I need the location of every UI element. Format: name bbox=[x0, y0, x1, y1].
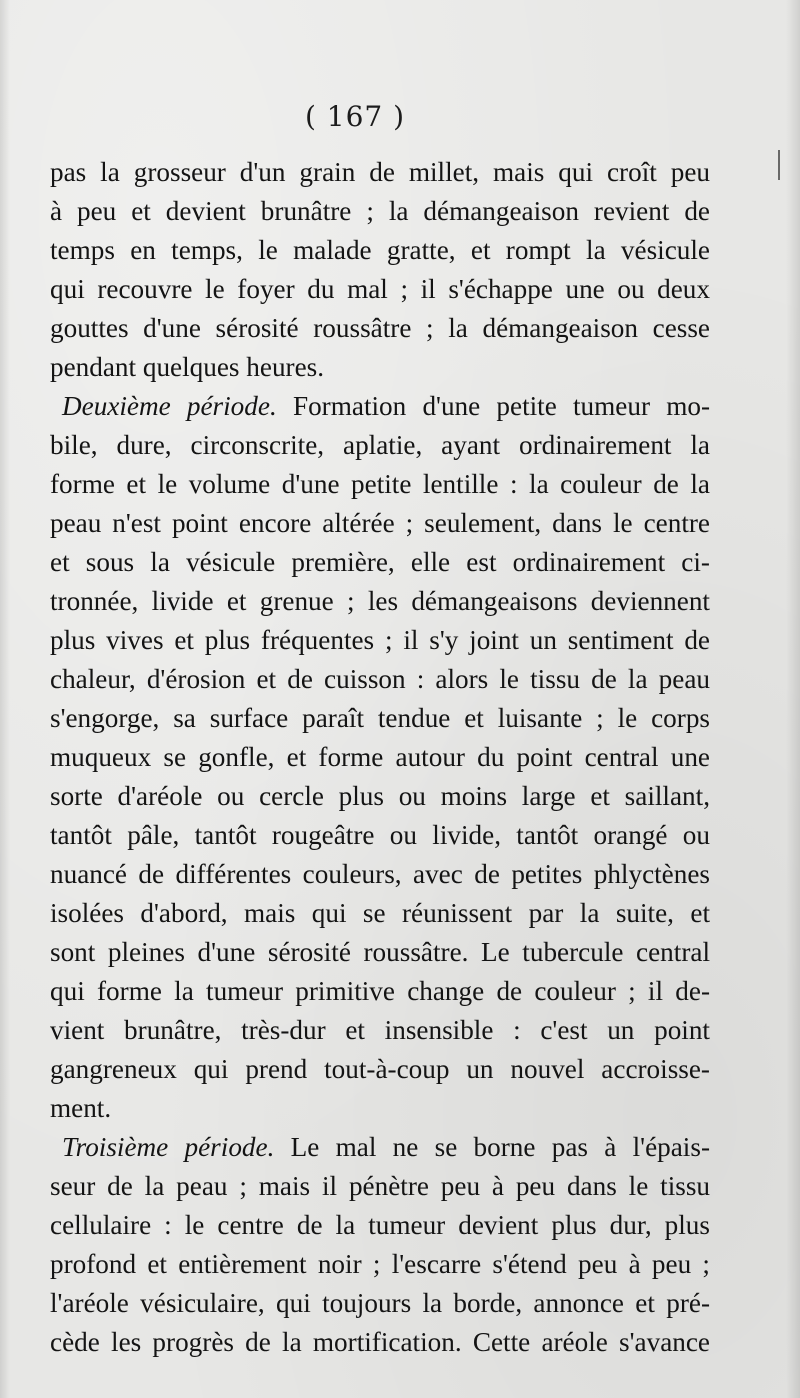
paragraph-2 bbox=[50, 387, 710, 1128]
text-line: isolées d'abord, mais qui se réunissent par la suite, et bbox=[50, 898, 710, 928]
text-line: qui forme la tumeur primitive change de couleur ; il de- bbox=[50, 976, 710, 1006]
text-line: l'aréole vésiculaire, qui toujours la borde, annonce et pré- bbox=[50, 1288, 710, 1318]
text-line: peau n'est point encore altérée ; seulement, dans le centre bbox=[50, 508, 710, 538]
paragraph-first-line bbox=[50, 387, 710, 426]
text-line-rest: Le mal ne se borne pas à l'épais- bbox=[290, 1132, 710, 1162]
text-line: cède les progrès de la mortification. Cette aréole s'avance bbox=[50, 1327, 710, 1357]
page-edge-shadow-left bbox=[0, 0, 10, 1398]
text-line: tronnée, livide et grenue ; les démangeaisons deviennent bbox=[50, 586, 710, 616]
text-line: profond et entièrement noir ; l'escarre s'étend peu à peu ; bbox=[50, 1249, 710, 1279]
margin-mark bbox=[778, 150, 780, 180]
text-line-rest: Formation d'une petite tumeur mo- bbox=[292, 391, 711, 421]
text-line: muqueux se gonfle, et forme autour du point central une bbox=[50, 742, 710, 772]
text-line: chaleur, d'érosion et de cuisson : alors le tissu de la peau bbox=[50, 664, 710, 694]
section-heading-deuxieme-periode: Deuxième période. bbox=[62, 391, 277, 421]
text-line: plus vives et plus fréquentes ; il s'y joint un sentiment de bbox=[50, 625, 710, 655]
paragraph-3 bbox=[50, 1128, 710, 1362]
text-line: ment. bbox=[50, 1093, 112, 1123]
page-number: ( 167 ) bbox=[304, 100, 406, 133]
body-text bbox=[50, 153, 710, 1362]
text-line: seur de la peau ; mais il pénètre peu à peu dans le tissu bbox=[50, 1171, 710, 1201]
text-line: et sous la vésicule première, elle est ordinairement ci- bbox=[50, 547, 710, 577]
text-line: gouttes d'une sérosité roussâtre ; la démangeaison cesse bbox=[50, 313, 710, 343]
text-line: à peu et devient brunâtre ; la démangeaison revient de bbox=[50, 196, 710, 226]
text-line: temps en temps, le malade gratte, et rompt la vésicule bbox=[50, 235, 710, 265]
text-line: gangreneux qui prend tout-à-coup un nouvel accroisse- bbox=[50, 1054, 710, 1084]
text-line: qui recouvre le foyer du mal ; il s'échappe une ou deux bbox=[50, 274, 710, 304]
paragraph-1 bbox=[50, 153, 710, 387]
paragraph-first-line bbox=[50, 1128, 710, 1167]
text-line: pendant quelques heures. bbox=[50, 352, 325, 382]
text-line: sorte d'aréole ou cercle plus ou moins large et saillant, bbox=[50, 781, 710, 811]
text-line: s'engorge, sa surface paraît tendue et luisante ; le corps bbox=[50, 703, 710, 733]
section-heading-troisieme-periode: Troisième période. bbox=[62, 1132, 275, 1162]
text-line: sont pleines d'une sérosité roussâtre. Le tubercule central bbox=[50, 937, 710, 967]
text-line: forme et le volume d'une petite lentille : la couleur de la bbox=[50, 469, 710, 499]
text-line: bile, dure, circonscrite, aplatie, ayant ordinairement la bbox=[50, 430, 710, 460]
text-line: vient brunâtre, très-dur et insensible : c'est un point bbox=[50, 1015, 710, 1045]
text-line: tantôt pâle, tantôt rougeâtre ou livide, tantôt orangé ou bbox=[50, 820, 710, 850]
text-line: cellulaire : le centre de la tumeur devient plus dur, plus bbox=[50, 1210, 710, 1240]
text-line: nuancé de différentes couleurs, avec de petites phlyctènes bbox=[50, 859, 710, 889]
page-edge-shadow-right bbox=[786, 0, 800, 1398]
text-line: pas la grosseur d'un grain de millet, mais qui croît peu bbox=[50, 157, 710, 187]
